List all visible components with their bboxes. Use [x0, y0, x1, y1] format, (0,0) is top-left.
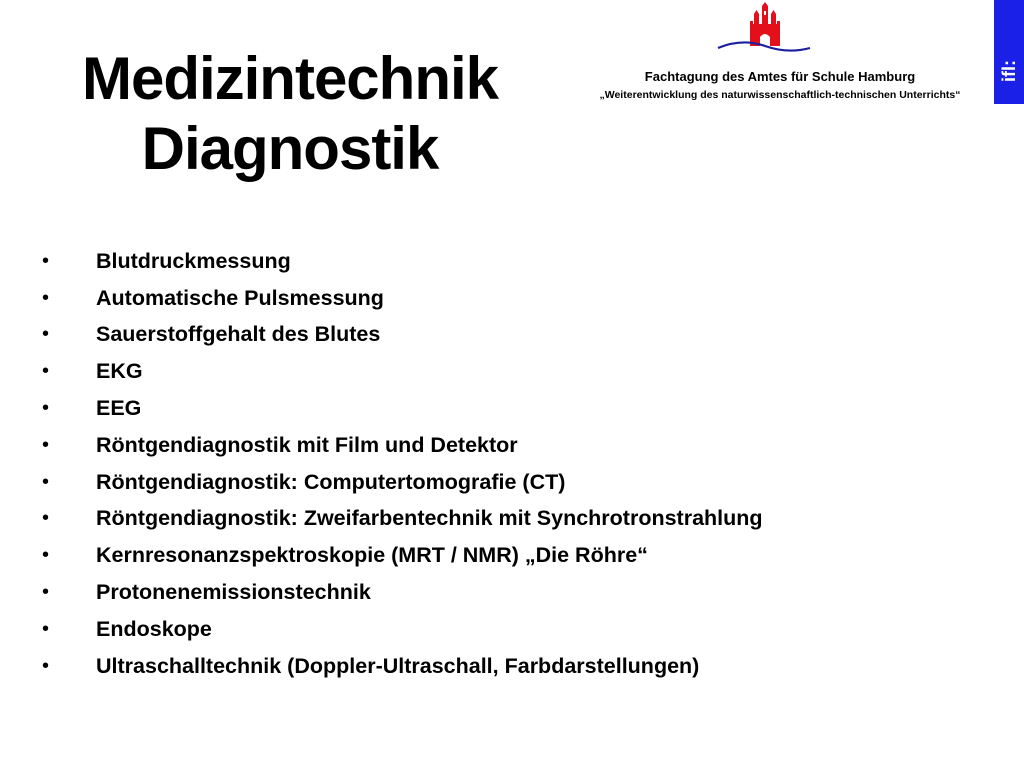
- header-conference-title: Fachtagung des Amtes für Schule Hamburg: [644, 69, 916, 84]
- bullet-icon: •: [42, 286, 50, 309]
- list-item: [42, 390, 763, 427]
- list-item-text: Röntgendiagnostik mit Film und Detektor: [96, 432, 518, 457]
- bullet-icon: •: [42, 654, 50, 677]
- bullet-icon: •: [42, 397, 50, 420]
- list-item-text: Röntgendiagnostik: Zweifarbentechnik mit Synchrotronstrahlung: [96, 506, 763, 531]
- list-item-text: Röntgendiagnostik: Computertomografie (CT): [96, 469, 566, 494]
- bullet-icon: •: [42, 249, 50, 272]
- list-item: [42, 427, 763, 464]
- list-item: [42, 501, 763, 538]
- list-item: [42, 280, 763, 317]
- ifl-logo: [994, 0, 1024, 104]
- list-item: [42, 611, 763, 648]
- bullet-list: [42, 243, 763, 685]
- list-item-text: Blutdruckmessung: [96, 248, 291, 273]
- list-item-text: Kernresonanzspektroskopie (MRT / NMR) „Die Röhre“: [96, 543, 648, 568]
- ifl-logo-text: ifl:: [999, 60, 1019, 82]
- list-item-text: Ultraschalltechnik (Doppler-Ultraschall, Farbdarstellungen): [96, 653, 700, 678]
- bullet-icon: •: [42, 544, 50, 567]
- header-conference-subtitle: „Weiterentwicklung des naturwissenschaftlich-technischen Unterrichts“: [599, 89, 961, 101]
- hamburg-coat-of-arms-icon: [716, 2, 812, 58]
- list-item: [42, 317, 763, 354]
- bullet-icon: •: [42, 581, 50, 604]
- list-item: [42, 574, 763, 611]
- slide-title: [40, 44, 540, 184]
- bullet-icon: •: [42, 617, 50, 640]
- bullet-icon: •: [42, 433, 50, 456]
- list-item: [42, 648, 763, 685]
- list-item: [42, 243, 763, 280]
- title-line-2: Diagnostik: [141, 115, 439, 182]
- bullet-icon: •: [42, 360, 50, 383]
- list-item-text: EKG: [96, 359, 143, 384]
- bullet-icon: •: [42, 323, 50, 346]
- list-item: [42, 353, 763, 390]
- list-item-text: Endoskope: [96, 616, 212, 641]
- list-item-text: Protonenemissionstechnik: [96, 580, 371, 605]
- list-item: [42, 464, 763, 501]
- bullet-icon: •: [42, 507, 50, 530]
- list-item-text: Automatische Pulsmessung: [96, 285, 384, 310]
- bullet-icon: •: [42, 470, 50, 493]
- list-item-text: EEG: [96, 396, 142, 421]
- title-line-1: Medizintechnik: [81, 45, 499, 112]
- list-item-text: Sauerstoffgehalt des Blutes: [96, 322, 381, 347]
- list-item: [42, 537, 763, 574]
